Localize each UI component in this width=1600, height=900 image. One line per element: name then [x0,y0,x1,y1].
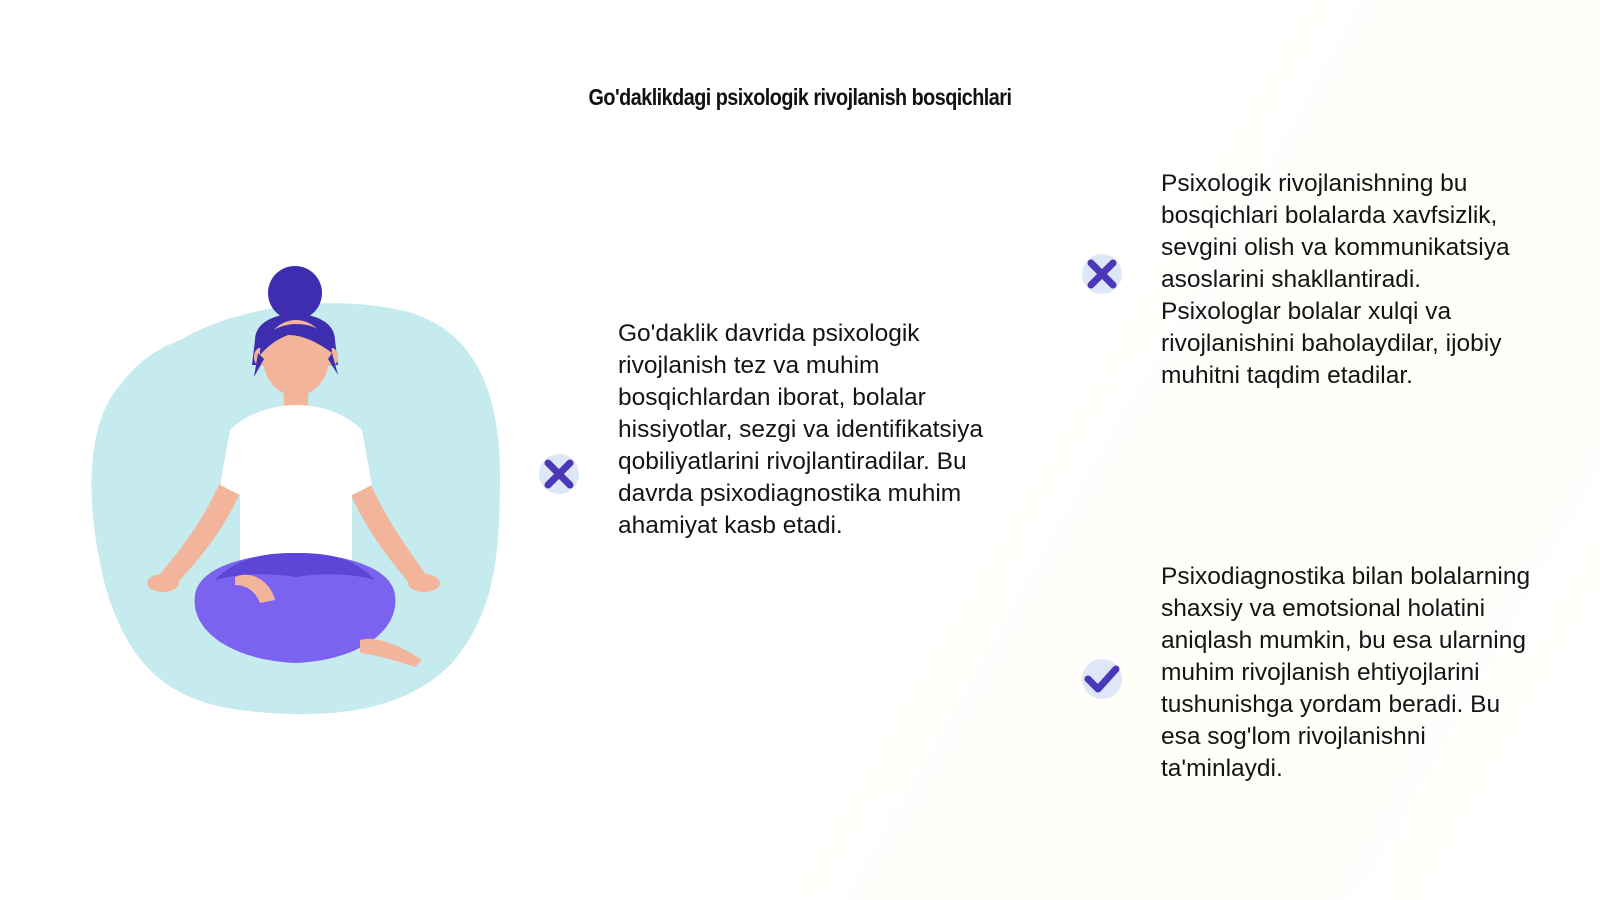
meditating-woman-illustration [70,255,530,735]
bullet-text-1: Go'daklik davrida psixologik rivojlanish tez va muhim bosqichlardan iborat, bolalar hissiyotlar, sezgi va identifikatsiya qobiliyatlarini rivojlantiradilar. Bu davrda psixodiagnostika muhim ahamiyat kasb etadi. [618,320,983,539]
slide-title: Go'daklikdagi psixologik rivojlanish bosqichlari [588,84,1012,110]
checkmark-icon [1078,655,1126,703]
cross-icon [535,450,583,498]
cross-icon [1078,250,1126,298]
bullet-text-3: Psixodiagnostika bilan bolalarning shaxsiy va emotsional holatini aniqlash mumkin, bu esa ularning muhim rivojlanish ehtiyojlarini tushunishga yordam beradi. Bu esa sog'lom rivojlanishni ta'minlaydi. [1161,563,1531,782]
bullet-text-2: Psixologik rivojlanishning bu bosqichlari bolalarda xavfsizlik, sevgini olish va kommunikatsiya asoslarini shakllantiradi. Psixologlar bolalar xulqi va rivojlanishini baholaydilar, ijobiy muhitni taqdim etadilar. [1161,170,1510,389]
